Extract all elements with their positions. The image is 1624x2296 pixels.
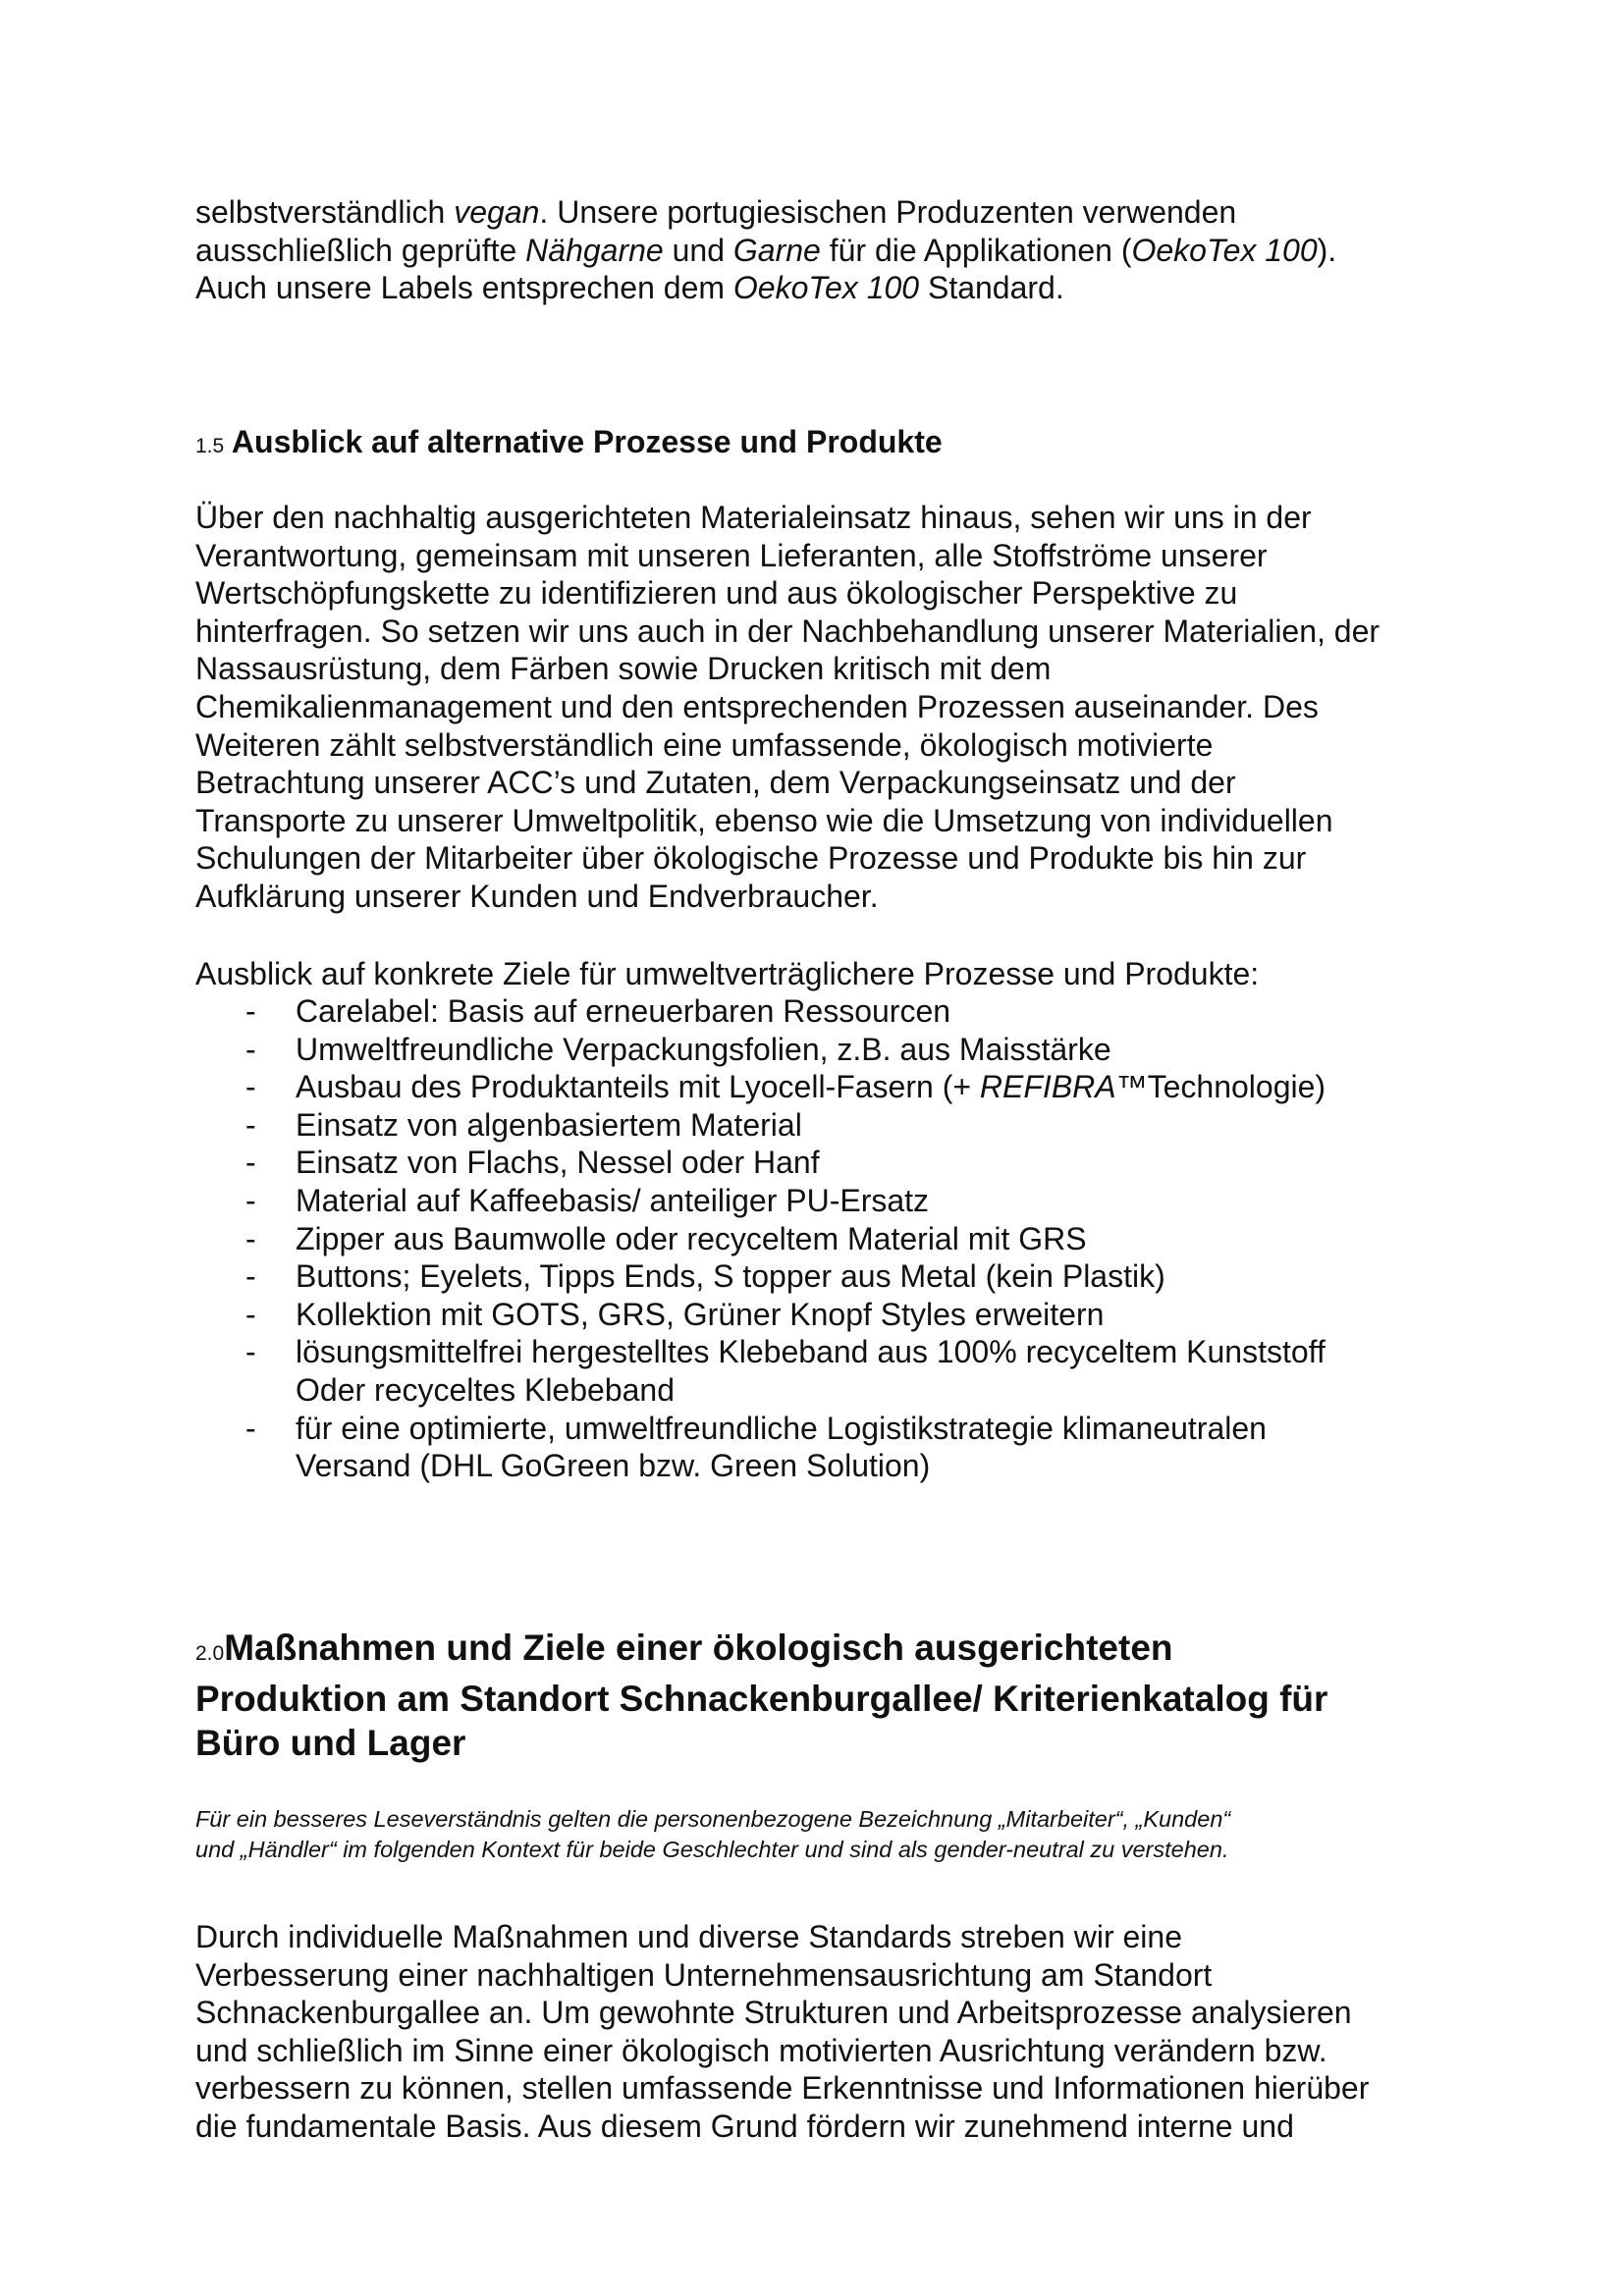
section-title: Ausblick auf alternative Prozesse und Produkte — [231, 424, 943, 459]
section-number: 2.0 — [195, 1642, 225, 1665]
goals-intro: Ausblick auf konkrete Ziele für umweltverträglichere Prozesse und Produkte: — [195, 956, 1260, 991]
goals-list — [195, 992, 1472, 1485]
intro-paragraph: selbstverständlich vegan. Unsere portugiesischen Produzenten verwenden ausschließlich geprüfte Nähgarne und Garne für die Applikationen (OekoTex 100). Auch unsere Labels entsprechen dem OekoTex 100 Standard. — [195, 194, 1337, 306]
list-item: - Carelabel: Basis auf erneuerbaren Ressourcen — [245, 993, 951, 1029]
list-item: - Material auf Kaffeebasis/ anteiliger PU-Ersatz — [245, 1182, 930, 1218]
section-2-0-paragraph: Durch individuelle Maßnahmen und diverse Standards streben wir eine Verbesserung einer nachhaltigen Unternehmensausrichtung am Standort Schnackenburgallee an. Um gewohnte Strukturen und Arbeitsprozesse analysieren und schließlich im Sinne einer ökologisch motivierten Ausrichtung verändern bzw. verbessern zu können, stellen umfassende Erkenntnisse und Informationen hierüber die fundamentale Basis. Aus diesem Grund fördern wir zunehmend interne und — [195, 1919, 1370, 2144]
list-item: - lösungsmittelfrei hergestelltes Klebeband aus 100% recyceltem Kunststoff Oder recyceltes Klebeband — [245, 1334, 1326, 1408]
list-item: - Zipper aus Baumwolle oder recyceltem Material mit GRS — [245, 1220, 1087, 1256]
section-title-line: Büro und Lager — [195, 1723, 466, 1763]
list-item: - Einsatz von Flachs, Nessel oder Hanf — [245, 1145, 820, 1181]
section-title-line: Maßnahmen und Ziele einer ökologisch ausgerichteten — [224, 1628, 1173, 1668]
list-item: - Ausbau des Produktanteils mit Lyocell-Fasern (+ REFIBRA™Technologie) — [245, 1069, 1326, 1105]
list-item: - Umweltfreundliche Verpackungsfolien, z.B. aus Maisstärke — [245, 1031, 1111, 1067]
section-title-line: Produktion am Standort Schnackenburgallee/ Kriterienkatalog für — [195, 1678, 1328, 1719]
list-item: - Einsatz von algenbasiertem Material — [245, 1106, 802, 1143]
gender-note: Für ein besseres Leseverständnis gelten die personenbezogene Bezeichnung „Mitarbeiter“, „Kunden“ und „Händler“ im folgenden Kontext für beide Geschlechter und sind als gender-neutral zu verstehen. — [195, 1806, 1231, 1862]
list-item: - Kollektion mit GOTS, GRS, Grüner Knopf Styles erweitern — [245, 1296, 1105, 1332]
section-1-5-paragraph: Über den nachhaltig ausgerichteten Materialeinsatz hinaus, sehen wir uns in der Verantwortung, gemeinsam mit unseren Lieferanten, alle Stoffströme unserer Wertschöpfungskette zu identifizieren und aus ökologischer Perspektive zu hinterfragen. So setzen wir uns auch in der Nachbehandlung unserer Materialien, der Nassausrüstung, dem Färben sowie Drucken kritisch mit dem Chemikalienmanagement und den entsprechenden Prozessen auseinander. Des Weiteren zählt selbstverständlich eine umfassende, ökologisch motivierte Betrachtung unserer ACC’s und Zutaten, dem Verpackungseinsatz und der Transporte zu unserer Umweltpolitik, ebenso wie die Umsetzung von individuellen Schulungen der Mitarbeiter über ökologische Prozesse und Produkte bis hin zur Aufklärung unserer Kunden und Endverbraucher. — [195, 500, 1380, 914]
list-item: - für eine optimierte, umweltfreundliche Logistikstrategie klimaneutralen Versand (DHL GoGreen bzw. Green Solution) — [245, 1410, 1267, 1484]
section-heading-1-5 — [195, 422, 943, 466]
list-item: - Buttons; Eyelets, Tipps Ends, S topper aus Metal (kein Plastik) — [245, 1258, 1165, 1295]
section-number: 1.5 — [195, 435, 225, 457]
section-heading-2-0 — [195, 1626, 1472, 1766]
